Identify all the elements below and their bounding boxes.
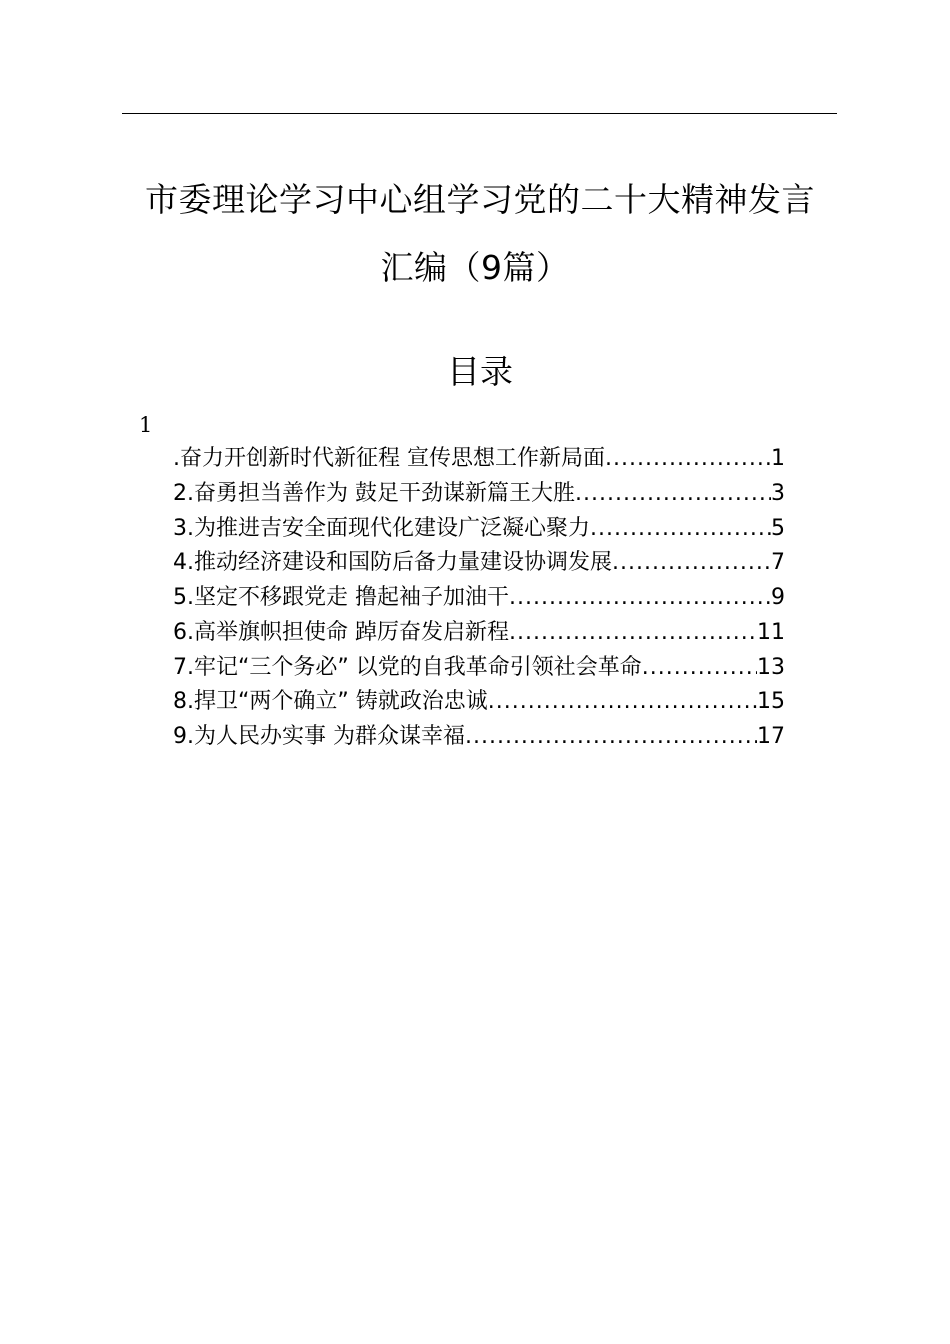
toc-entry-title: .奋力开创新时代新征程 宣传思想工作新局面 xyxy=(173,446,605,471)
toc-entry-title: 8.捍卫“两个确立” 铸就政治忠诚 xyxy=(173,689,488,715)
table-of-contents xyxy=(173,443,785,756)
toc-entry-page: 13 xyxy=(757,654,785,680)
toc-entry-page: 1 xyxy=(771,446,785,471)
toc-entry-page: 5 xyxy=(771,515,785,541)
toc-entry-title: 4.推动经济建设和国防后备力量建设协调发展 xyxy=(173,550,612,576)
toc-dot-leader xyxy=(642,652,757,684)
document-title-line-2: 汇编（9篇） xyxy=(380,248,570,287)
toc-dot-leader xyxy=(575,478,771,510)
toc-entry[interactable] xyxy=(173,652,785,687)
toc-entry-page: 9 xyxy=(771,585,785,610)
toc-entry[interactable] xyxy=(173,721,785,756)
toc-list-marker: 1 xyxy=(139,413,153,437)
toc-entry-title: 7.牢记“三个务必” 以党的自我革命引领社会革命 xyxy=(173,654,642,680)
toc-dot-leader xyxy=(509,617,757,649)
toc-entry[interactable] xyxy=(173,617,785,652)
toc-entry[interactable] xyxy=(173,478,785,513)
toc-entry-title: 6.高举旗帜担使命 踔厉奋发启新程 xyxy=(173,619,509,645)
toc-entry-page: 11 xyxy=(757,619,785,645)
toc-entry-page: 15 xyxy=(757,689,785,715)
document-title-line-1: 市委理论学习中心组学习党的二十大精神发言 xyxy=(145,180,815,219)
toc-entry[interactable] xyxy=(173,582,785,617)
header-rule xyxy=(122,113,837,114)
toc-entry[interactable] xyxy=(173,513,785,548)
toc-entry-title: 5.坚定不移跟党走 撸起袖子加油干 xyxy=(173,585,509,610)
toc-heading: 目录 xyxy=(447,352,513,391)
toc-dot-leader xyxy=(590,513,771,545)
toc-entry-page: 17 xyxy=(757,724,785,749)
toc-entry[interactable] xyxy=(173,443,785,478)
toc-dot-leader xyxy=(509,582,771,614)
toc-entry-page: 7 xyxy=(771,550,785,576)
toc-entry-title: 9.为人民办实事 为群众谋幸福 xyxy=(173,724,465,749)
toc-entry-title: 3.为推进吉安全面现代化建设广泛凝心聚力 xyxy=(173,515,590,541)
toc-dot-leader xyxy=(605,443,771,475)
toc-dot-leader xyxy=(488,686,757,718)
toc-entry-page: 3 xyxy=(771,480,785,506)
toc-entry-title: 2.奋勇担当善作为 鼓足干劲谋新篇王大胜 xyxy=(173,480,575,506)
toc-entry[interactable] xyxy=(173,547,785,582)
toc-dot-leader xyxy=(465,721,757,753)
toc-entry[interactable] xyxy=(173,686,785,721)
toc-dot-leader xyxy=(612,547,771,579)
